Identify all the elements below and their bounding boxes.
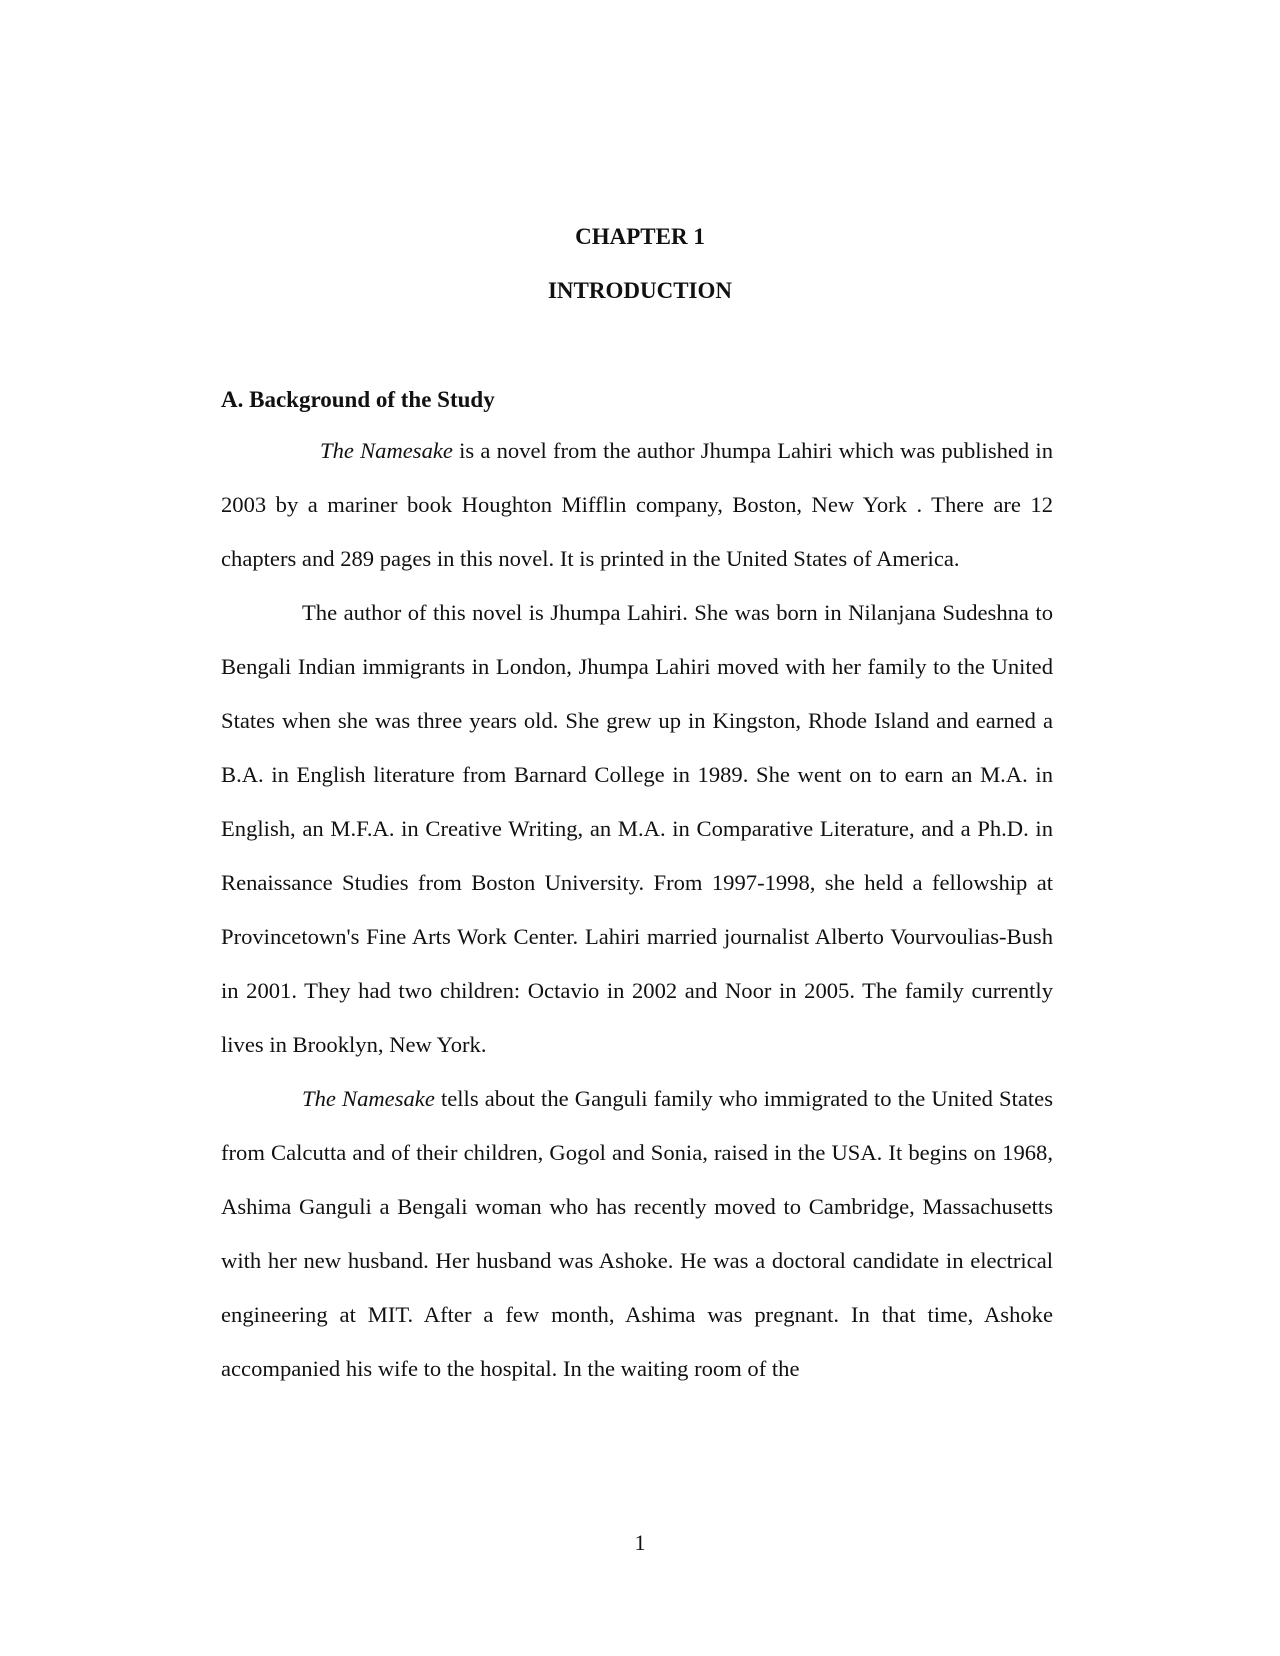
chapter-title: INTRODUCTION bbox=[547, 278, 733, 303]
paragraph-text: is a novel from the author Jhumpa Lahiri which was published in 2003 by a mariner book Houghton Mifflin company, Boston, New York . There are 12 chapters and 289 pages in this novel. It is printed in the United States of America. bbox=[221, 438, 1053, 571]
paragraph-text: The author of this novel is Jhumpa Lahiri. She was born in Nilanjana Sudeshna to Bengali Indian immigrants in London, Jhumpa Lahiri moved with her family to the United States when she was three years old. She grew up in Kingston, Rhode Island and earned a B.A. in English literature from Barnard College in 1989. She went on to earn an M.A. in English, an M.F.A. in Creative Writing, an M.A. in Comparative Literature, and a Ph.D. in Renaissance Studies from Boston University. From 1997-1998, she held a fellowship at Provincetown's Fine Arts Work Center. Lahiri married journalist Alberto Vourvoulias-Bush in 2001. They had two children: Octavio in 2002 and Noor in 2005. The family currently lives in Brooklyn, New York. bbox=[221, 600, 1053, 1057]
paragraph-novel-intro bbox=[221, 424, 1053, 586]
section-heading: A. Background of the Study bbox=[221, 387, 495, 412]
paragraph-text: tells about the Ganguli family who immigrated to the United States from Calcutta and of their children, Gogol and Sonia, raised in the USA. It begins on 1968, Ashima Ganguli a Bengali woman who has recently moved to Cambridge, Massachusetts with her new husband. Her husband was Ashoke. He was a doctoral candidate in electrical engineering at MIT. After a few month, Ashima was pregnant. In that time, Ashoke accompanied his wife to the hospital. In the waiting room of the bbox=[221, 1086, 1053, 1381]
chapter-number: CHAPTER 1 bbox=[575, 224, 705, 249]
body-text bbox=[221, 424, 1053, 1396]
paragraph-plot-summary bbox=[221, 1072, 1053, 1396]
paragraph-italic-title: The Namesake bbox=[320, 438, 453, 463]
page-number: 1 bbox=[634, 1530, 646, 1555]
paragraph-italic-title: The Namesake bbox=[302, 1086, 435, 1111]
paragraph-author-bio bbox=[221, 586, 1053, 1072]
